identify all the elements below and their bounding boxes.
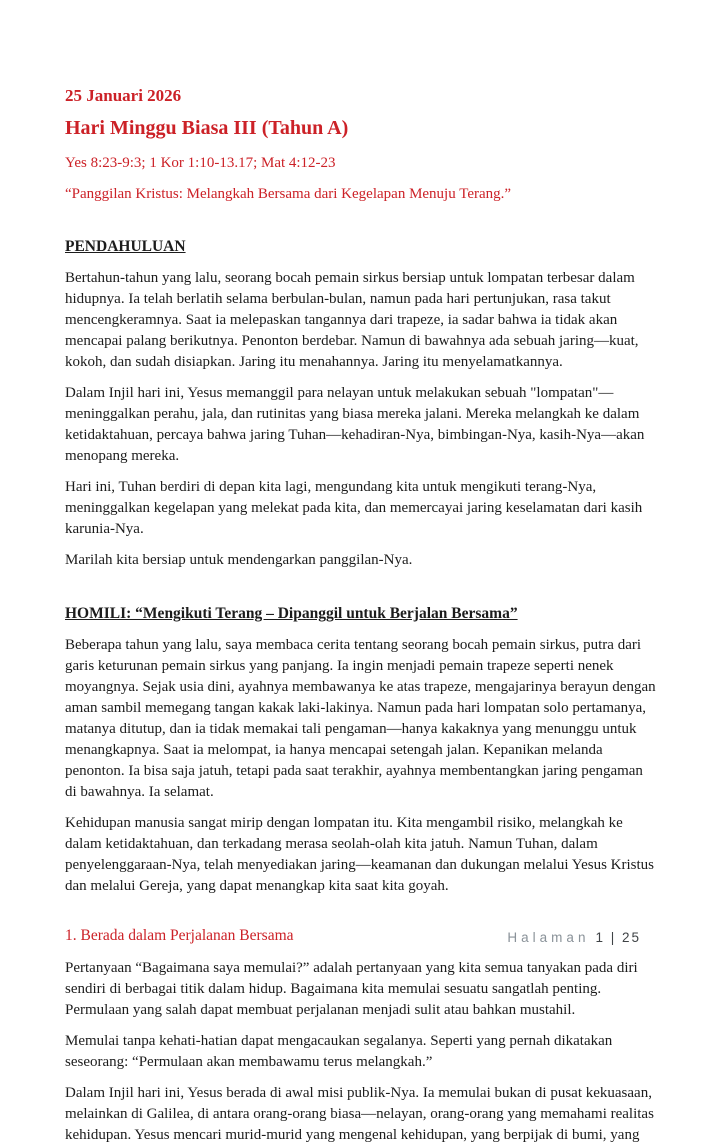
homili-heading: HOMILI: “Mengikuti Terang – Dipanggil untuk Berjalan Bersama” [65, 604, 518, 622]
document-header [65, 86, 658, 204]
pendahuluan-paragraph-3: Hari ini, Tuhan berdiri di depan kita lagi, mengundang kita untuk mengikuti terang-Nya, meninggalkan kegelapan yang melekat pada kita, dan memercayai jaring keselamatan dari kasih karunia-Nya. [65, 478, 643, 537]
scripture-readings: Yes 8:23-9:3; 1 Kor 1:10-13.17; Mat 4:12-23 [65, 155, 336, 172]
footer-page-number: 1 | 25 [595, 930, 641, 945]
pendahuluan-heading: PENDAHULUAN [65, 237, 186, 255]
footer-page-label: Halaman [507, 930, 590, 945]
section-homili [65, 604, 658, 897]
theme-quote: “Panggilan Kristus: Melangkah Bersama dari Kegelapan Menuju Terang.” [65, 185, 512, 202]
section-1-paragraph-1: Pertanyaan “Bagaimana saya memulai?” adalah pertanyaan yang kita semua tanyakan pada diri sendiri di berbagai titik dalam hidup. Bagaimana kita memulai sesuatu sangatlah penting. Permulaan yang salah dapat membuat perjalanan menjadi sulit atau bahkan mustahil. [65, 959, 638, 1018]
title-heading: Hari Minggu Biasa III (Tahun A) [65, 117, 349, 140]
homili-paragraph-2: Kehidupan manusia sangat mirip dengan lompatan itu. Kita mengambil risiko, melangkah ke dalam ketidaktahuan, dan terkadang merasa seolah-olah kita jatuh. Namun Tuhan, dalam penyelenggaraan-Nya, telah menyediakan jaring—keamanan dan dukungan melalui Yesus Kristus dan melalui Gereja, yang dapat menangkap kita saat kita goyah. [65, 814, 654, 894]
section-pendahuluan [65, 237, 658, 571]
section-1-heading: 1. Berada dalam Perjalanan Bersama [65, 926, 294, 944]
pendahuluan-paragraph-4: Marilah kita bersiap untuk mendengarkan panggilan-Nya. [65, 551, 413, 568]
pendahuluan-paragraph-2: Dalam Injil hari ini, Yesus memanggil para nelayan untuk melakukan sebuah "lompatan"—meninggalkan perahu, jala, dan rutinitas yang biasa mereka jalani. Mereka melangkah ke dalam ketidaktahuan, percaya bahwa jaring Tuhan—kehadiran-Nya, bimbingan-Nya, kasih-Nya—akan menopang mereka. [65, 384, 645, 464]
section-1-paragraph-3: Dalam Injil hari ini, Yesus berada di awal misi publik-Nya. Ia memulai bukan di pusat kekuasaan, melainkan di Galilea, di antara orang-orang biasa—nelayan, orang-orang yang memahami realitas kehidupan. Yesus mencari murid-murid yang mengenal kehidupan, yang berpijak di bumi, yang [65, 1084, 654, 1143]
page-footer [507, 930, 641, 945]
section-1-paragraph-2: Memulai tanpa kehati-hatian dapat mengacaukan segalanya. Seperti yang pernah dikatakan seseorang: “Permulaan akan membawamu terus melangkah.” [65, 1032, 613, 1070]
pendahuluan-paragraph-1: Bertahun-tahun yang lalu, seorang bocah pemain sirkus bersiap untuk lompatan terbesar dalam hidupnya. Ia telah berlatih selama berbulan-bulan, namun pada hari pertunjukan, rasa takut mencengkeramnya. Saat ia melepaskan tangannya dari trapeze, ia sadar bahwa ia tidak akan mencapai palang berikutnya. Penonton berdebar. Namun di bawahnya ada sebuah jaring—kuat, kokoh, dan sudah disiapkan. Jaring itu menahannya. Jaring itu menyelamatkannya. [65, 269, 639, 370]
section-1-perjalanan-bersama [65, 926, 658, 1146]
date-heading: 25 Januari 2026 [65, 86, 182, 105]
homili-paragraph-1: Beberapa tahun yang lalu, saya membaca cerita tentang seorang bocah pemain sirkus, putra dari garis keturunan pemain sirkus yang panjang. Ia ingin menjadi pemain trapeze seperti nenek moyangnya. Sejak usia dini, ayahnya membawanya ke atas trapeze, mengajarinya berayun dengan aman sambil memegang tangan kakak laki-lakinya. Namun pada hari lompatan solo pertamanya, matanya ditutup, dan ia tidak memakai tali pengaman—hanya kakaknya yang menunggu untuk menangkapnya. Saat ia melompat, ia hanya mencapai setengah jalan. Kepanikan melanda penonton. Ia bisa saja jatuh, tetapi pada saat terakhir, ayahnya membentangkan jaring pengaman di bawahnya. Ia selamat. [65, 636, 656, 800]
